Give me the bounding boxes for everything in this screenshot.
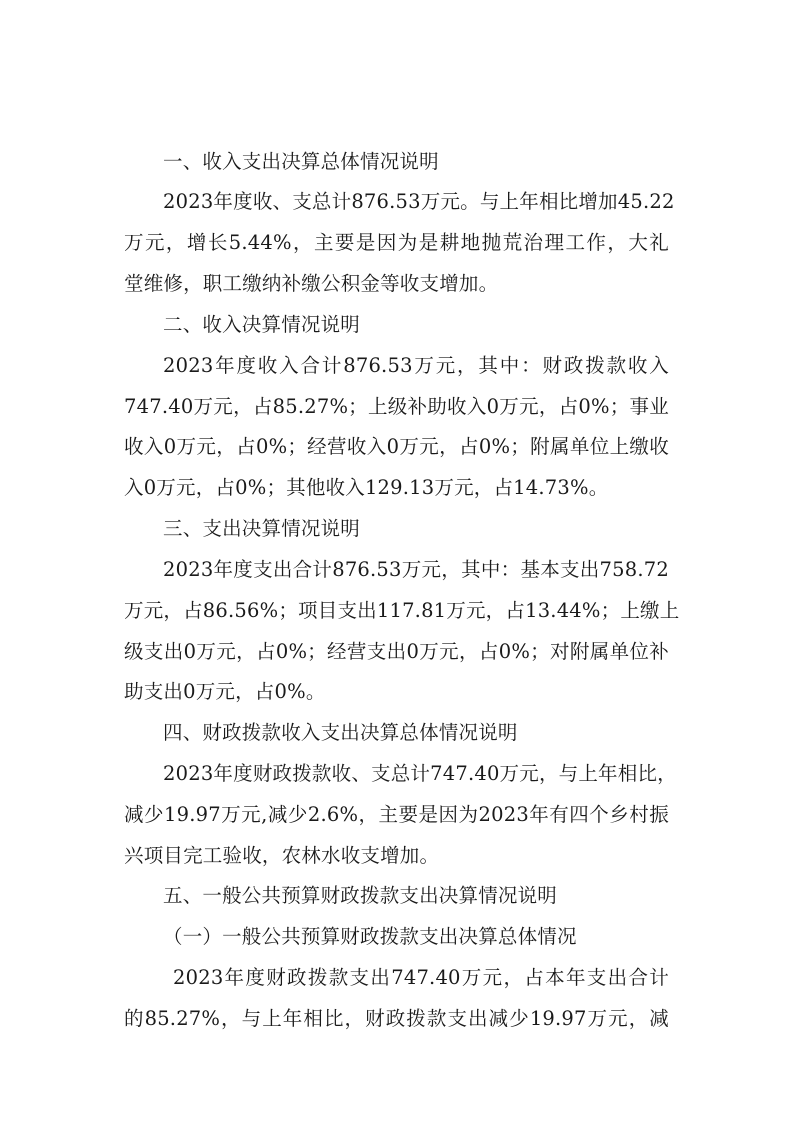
paragraph-line: 收入0万元，占0%；经营收入0万元，占0%；附属单位上缴收 <box>124 435 669 458</box>
section-heading-4: 四、财政拨款收入支出决算总体情况说明 <box>163 721 518 744</box>
paragraph-line: 兴项目完工验收，农林水收支增加。 <box>124 844 440 867</box>
paragraph-line: 747.40万元，占85.27%；上级补助收入0万元，占0%；事业 <box>124 395 669 418</box>
paragraph-line: 2023年度财政拨款收、支总计747.40万元，与上年相比， <box>163 762 677 785</box>
paragraph-line: 入0万元，占0%；其他收入129.13万元，占14.73%。 <box>124 476 609 499</box>
paragraph-line: 减少19.97万元,减少2.6%，主要是因为2023年有四个乡村振 <box>124 803 669 826</box>
paragraph-line: 万元，占86.56%；项目支出117.81万元，占13.44%；上缴上 <box>124 599 680 622</box>
paragraph-line: 2023年度支出合计876.53万元，其中：基本支出758.72 <box>163 558 669 581</box>
section-heading-3: 三、支出决算情况说明 <box>163 517 361 540</box>
section-heading-5: 五、一般公共预算财政拨款支出决算情况说明 <box>163 884 558 907</box>
paragraph-line: 2023年度财政拨款支出747.40万元，占本年支出合计 <box>173 966 669 989</box>
paragraph-line: 的85.27%，与上年相比，财政拨款支出减少19.97万元，减 <box>124 1007 669 1030</box>
section-heading-1: 一、收入支出决算总体情况说明 <box>163 150 439 173</box>
paragraph-line: 万元，增长5.44%，主要是因为是耕地抛荒治理工作，大礼 <box>124 231 669 254</box>
subsection-heading-5-1: （一）一般公共预算财政拨款支出决算总体情况 <box>163 925 577 948</box>
paragraph-line: 助支出0万元，占0%。 <box>124 680 326 703</box>
paragraph-line: 堂维修，职工缴纳补缴公积金等收支增加。 <box>124 272 499 295</box>
paragraph-line: 2023年度收入合计876.53万元，其中：财政拨款收入 <box>163 354 669 377</box>
paragraph-line: 2023年度收、支总计876.53万元。与上年相比增加45.22 <box>163 190 675 213</box>
paragraph-line: 级支出0万元，占0%；经营支出0万元，占0%；对附属单位补 <box>124 640 669 663</box>
section-heading-2: 二、收入决算情况说明 <box>163 313 361 336</box>
